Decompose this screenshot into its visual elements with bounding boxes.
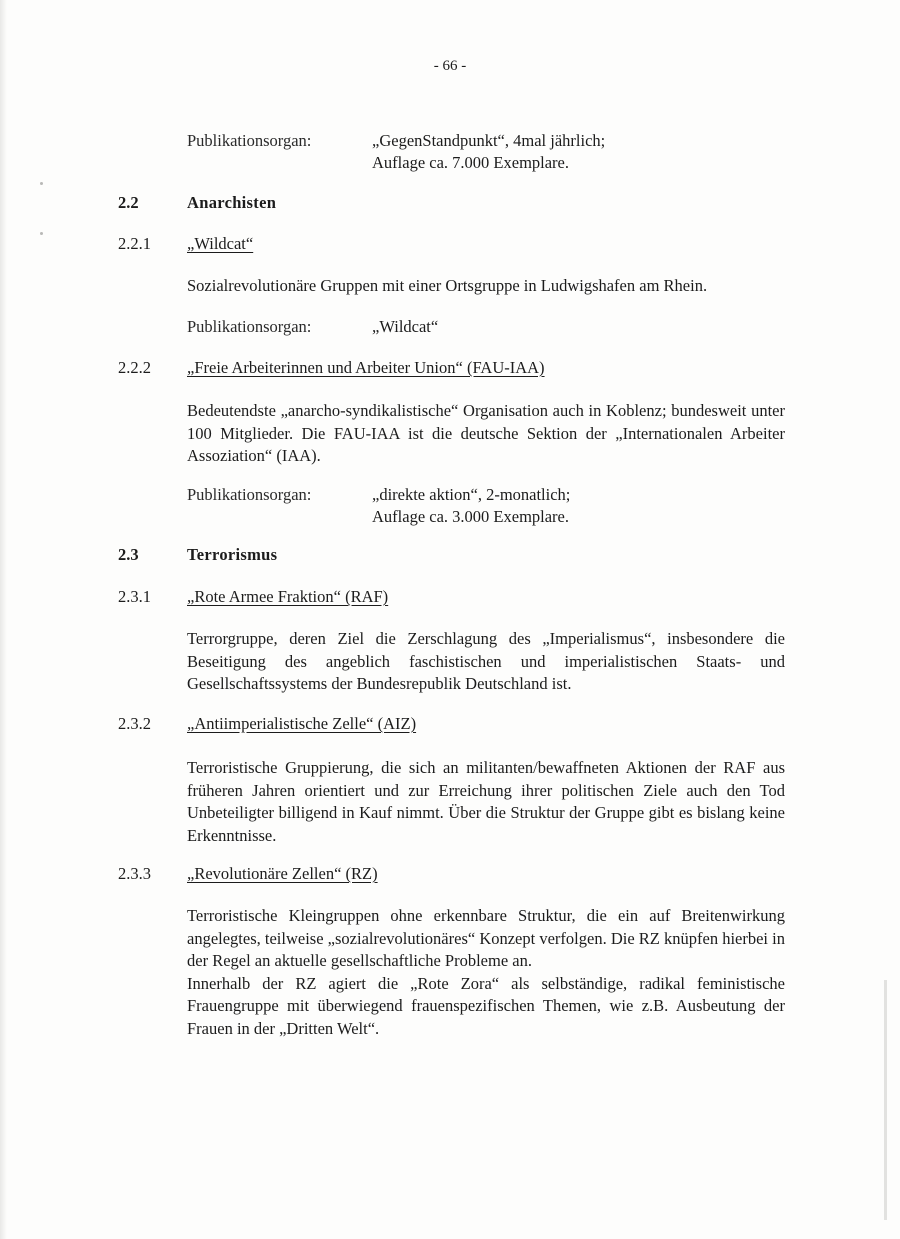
paragraph: [187, 628, 785, 696]
section-number: 2.2: [118, 193, 139, 212]
intro-pub-label: Publikationsorgan:: [187, 131, 312, 150]
subsection-heading: „Wildcat“: [187, 234, 254, 253]
subsection-heading: „Revolutionäre Zellen“ (RZ): [187, 864, 378, 883]
scan-right-edge: [884, 980, 887, 1220]
paragraph-text: Terroristische Kleingruppen ohne erkennbare Struktur, die ein auf Breitenwirkung angelegtes, teilweise „sozialrevolutionäres“ Konzept verfolgen. Die RZ knüpfen hierbei in der Regel an aktuelle gesellschaftliche Probleme an.: [187, 906, 785, 970]
subsection-heading: „Rote Armee Fraktion“ (RAF): [187, 587, 389, 606]
page-number: - 66 -: [433, 58, 467, 74]
subsection-heading: „Freie Arbeiterinnen und Arbeiter Union“ (FAU-IAA): [187, 358, 545, 377]
intro-pub-line2: Auflage ca. 7.000 Exemplare.: [372, 153, 570, 172]
paragraph: [187, 400, 785, 468]
section-number: 2.3: [118, 545, 139, 564]
paragraph-text: Terroristische Gruppierung, die sich an militanten/bewaffneten Aktionen der RAF aus früheren Jahren orientiert und zur Erreichung ihrer politischen Ziele auch den Tod Unbeteiligter billigend in Kauf nimmt. Über die Struktur der Gruppe gibt es bislang keine Erkenntnisse.: [187, 758, 785, 845]
intro-pub-line1: „GegenStandpunkt“, 4mal jährlich;: [372, 131, 606, 150]
subsection-number: 2.3.1: [118, 587, 151, 606]
paragraph-text: Terrorgruppe, deren Ziel die Zerschlagung des „Imperialismus“, insbesondere die Beseitigung des angeblich faschistischen und imperialistischen Staats- und Gesellschaftssystems der Bundesrepublik Deutschland ist.: [187, 629, 785, 693]
pub-value-line1: „direkte aktion“, 2-monatlich;: [372, 485, 571, 504]
subsection-number: 2.3.2: [118, 714, 151, 733]
paragraph: [187, 905, 785, 1040]
subsection-heading: „Antiimperialistische Zelle“ (AIZ): [187, 714, 417, 733]
pub-value: „Wildcat“: [372, 317, 439, 336]
scan-speck: [40, 232, 43, 235]
pub-label: Publikationsorgan:: [187, 317, 312, 336]
paragraph-text: Innerhalb der RZ agiert die „Rote Zora“ als selbständige, radikal feministische Frauengruppe mit überwiegend frauenspezifischen Themen, wie z.B. Ausbeutung der Frauen in der „Dritten Welt“.: [187, 973, 785, 1038]
paragraph: [187, 757, 785, 847]
pub-label: Publikationsorgan:: [187, 485, 312, 504]
scan-left-edge: [0, 0, 7, 1239]
pub-value-line2: Auflage ca. 3.000 Exemplare.: [372, 507, 570, 526]
subsection-number: 2.3.3: [118, 864, 151, 883]
scan-speck: [40, 182, 43, 185]
subsection-number: 2.2.2: [118, 358, 151, 377]
subsection-number: 2.2.1: [118, 234, 151, 253]
paragraph-text: Bedeutendste „anarcho-syndikalistische“ Organisation auch in Koblenz; bundesweit unter 100 Mitglieder. Die FAU-IAA ist die deutsche Sektion der „Internationalen Arbeiter Assoziation“ (IAA).: [187, 401, 785, 465]
paragraph: Sozialrevolutionäre Gruppen mit einer Ortsgruppe in Ludwigshafen am Rhein.: [187, 276, 708, 295]
section-heading: Terrorismus: [187, 545, 278, 564]
section-heading: Anarchisten: [187, 193, 277, 212]
